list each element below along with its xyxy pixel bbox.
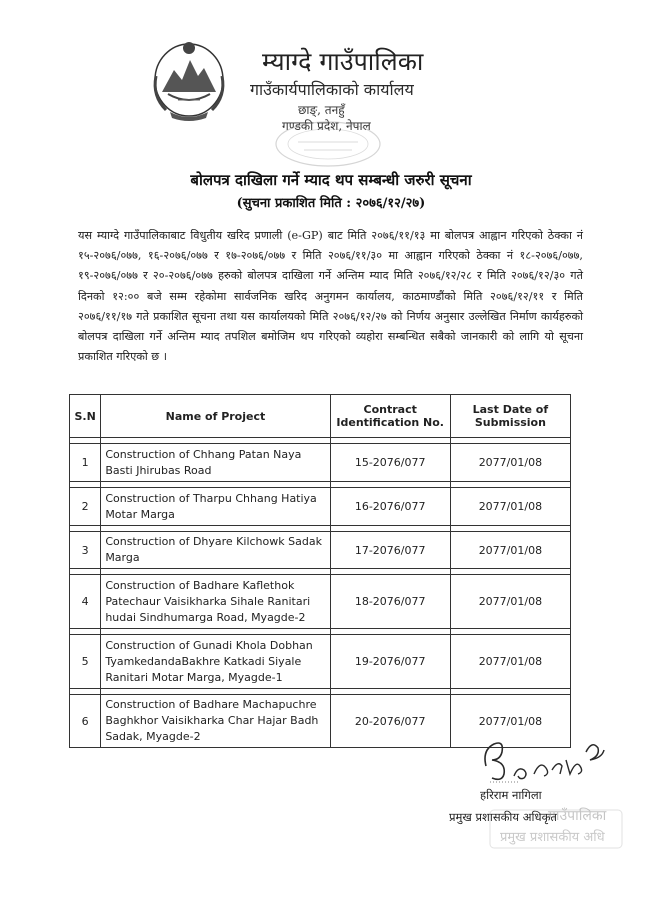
seal-text-line-2: प्रमुख प्रशासकीय अधि <box>500 830 605 845</box>
cell-last-date: 2077/01/08 <box>450 635 570 689</box>
seal-text-line-1: गाउँपालिका <box>548 808 607 824</box>
cell-last-date: 2077/01/08 <box>450 575 570 629</box>
cell-project-name: Construction of Tharpu Chhang Hatiya Motar Marga <box>101 488 330 526</box>
cell-last-date: 2077/01/08 <box>450 695 570 748</box>
cell-contract-id: 19-2076/077 <box>330 635 450 689</box>
cell-project-name: Construction of Dhyare Kilchowk Sadak Marga <box>101 532 330 569</box>
table-row <box>70 444 571 482</box>
table-row <box>70 532 571 569</box>
cell-sn: 3 <box>70 532 101 569</box>
notice-published-date: (सुचना प्रकाशित मिति : २०७६/१२/२७) <box>236 196 426 211</box>
header-contract-id: Contract Identification No. <box>330 395 450 438</box>
cell-contract-id: 16-2076/077 <box>330 488 450 526</box>
cell-contract-id: 20-2076/077 <box>330 695 450 748</box>
header-sn: S.N <box>70 395 101 438</box>
header-last-date: Last Date of Submission <box>450 395 570 438</box>
cell-project-name: Construction of Gunadi Khola Dobhan TyamkedandaBakhre Katkadi Siyale Ranitari Motar Marga, Myagde-1 <box>101 635 330 689</box>
table-header-row <box>70 395 571 438</box>
cell-project-name: Construction of Chhang Patan Naya Basti Jhirubas Road <box>101 444 330 482</box>
notice-body: यस म्याग्दे गाउँपालिकाबाट विधुतीय खरिद प्रणाली (e-GP) बाट मिति २०७६/११/१३ मा बोलपत्र आह्वान गरिएको ठेक्का नं १५-२०७६/०७७, १६-२०७६/०७७ र १७-२०७६/०७७ र मिति २०७६/११/३० मा आह्वान गरिएको ठेक्का नं १८-२०७६/०७७, १९-२०७६/०७७ र २०-२०७६/०७७ हरुको बोलपत्र दाखिला गर्ने अन्तिम म्याद मिति २०७६/१२/२८ र मिति २०७६/१२/३० गते दिनको १२:०० बजे सम्म रहेकोमा सार्वजनिक खरिद अनुगमन कार्यालय, काठमाण्डौंको मिति २०७६/१२/११ र मिति २०७६/११/१७ गते प्रकाशित सूचना तथा यस कार्यालयको मिति २०७६/१२/२७ को निर्णय अनुसार उल्लेखित निर्माण कार्यहरुको बोलपत्र दाखिला गर्ने अन्तिम म्याद तपशिल बमोजिम थप गरिएको व्यहोरा सम्बन्धित सबैको जानकारी को लागि यो सूचना प्रकाशित गरिएको छ । <box>78 229 583 364</box>
cell-project-name: Construction of Badhare Kaflethok Patechaur Vaisikharka Sihale Ranitari hudai Sindhumarga Road, Myagde-2 <box>101 575 330 629</box>
cell-contract-id: 18-2076/077 <box>330 575 450 629</box>
address-line-2: गण्डकी प्रदेश, नेपाल <box>282 119 371 133</box>
nepal-emblem-icon <box>148 36 230 122</box>
notice-title: बोलपत्र दाखिला गर्ने म्याद थप सम्बन्धी जरुरी सूचना <box>190 171 472 189</box>
cell-sn: 1 <box>70 444 101 482</box>
cell-last-date: 2077/01/08 <box>450 488 570 526</box>
table-row <box>70 575 571 629</box>
cell-last-date: 2077/01/08 <box>450 444 570 482</box>
signature-icon <box>480 730 610 790</box>
office-name: गाउँकार्यपालिकाको कार्यालय <box>250 80 414 99</box>
cell-project-name: Construction of Badhare Machapuchre Baghkhor Vaisikharka Char Hajar Badh Sadak, Myagde-2 <box>101 695 330 748</box>
cell-sn: 6 <box>70 695 101 748</box>
table-row <box>70 488 571 526</box>
cell-contract-id: 17-2076/077 <box>330 532 450 569</box>
signatory-title: प्रमुख प्रशासकीय अधिकृत <box>449 810 557 824</box>
address-line-1: छाङ्, तनहुँ <box>298 103 345 117</box>
projects-table <box>69 394 571 748</box>
cell-last-date: 2077/01/08 <box>450 532 570 569</box>
signatory-name: हरिराम नागिला <box>480 788 542 802</box>
header-project-name: Name of Project <box>101 395 330 438</box>
cell-sn: 4 <box>70 575 101 629</box>
cell-contract-id: 15-2076/077 <box>330 444 450 482</box>
cell-sn: 5 <box>70 635 101 689</box>
cell-sn: 2 <box>70 488 101 526</box>
office-stamp-icon <box>268 118 388 170</box>
org-name: म्याग्दे गाउँपालिका <box>262 47 424 76</box>
table-row <box>70 635 571 689</box>
